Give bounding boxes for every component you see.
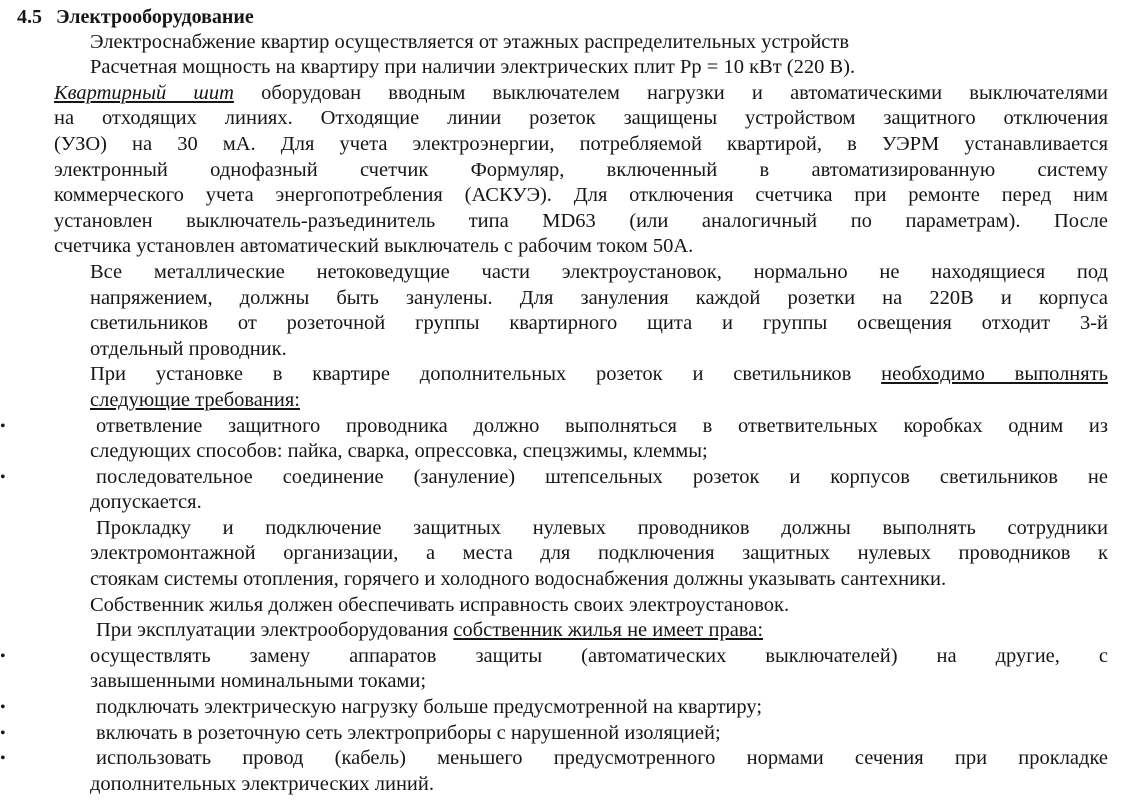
line-text: завышенными номинальными токами; [90,670,427,693]
line-text: использовать провод (кабель) меньшего предусмотренного нормами сечения при прокладке [96,747,1108,770]
text-line [54,209,1108,235]
text-line [54,618,1108,644]
line-text: дополнительных электрических линий. [90,772,434,795]
underlined-phrase: следующие требования: [90,388,300,411]
text-line [54,337,1108,363]
text-line [54,132,1108,158]
text-line [0,695,1108,721]
line-text: установлен выключатель-разъединитель типа MD63 (или аналогичный по параметрам). После [54,209,1108,232]
line-text: на отходящих линиях. Отходящие линии розеток защищены устройством защитного отключения [54,107,1108,130]
text-line [0,644,1108,670]
underlined-term: Квартирный шит [54,81,234,104]
text-line [54,183,1108,209]
text-line [54,81,1108,107]
bullet-marker: • [0,699,6,717]
line-text: следующих способов: пайка, сварка, опрессовка, спецзжимы, клеммы; [90,440,708,463]
line-text: осуществлять замену аппаратов защиты (автоматических выключателей) на другие, с [90,644,1108,667]
line-text: Собственник жилья должен обеспечивать исправность своих электроустановок. [90,593,790,616]
line-text: последовательное соединение (зануление) штепсельных розеток и корпусов светильников не [96,465,1108,488]
text-line [54,362,1108,388]
line-text: включать в розеточную сеть электроприборы с нарушенной изоляцией; [96,721,721,744]
bullet-marker: • [0,750,6,768]
text-line [54,30,1108,56]
line-text: коммерческого учета энергопотребления (АСКУЭ). Для отключения счетчика при ремонте перед ним [54,184,1108,207]
text-line [54,490,1108,516]
line-text: оборудован вводным выключателем нагрузки и автоматическими выключателями [233,81,1108,104]
line-text: При эксплуатации электрооборудования [96,619,454,642]
line-text: светильников от розеточной группы квартирного щита и группы освещения отходит 3-й [90,312,1108,335]
line-text: отдельный проводник. [90,337,287,360]
underlined-phrase: собственник жилья не имеет права: [453,619,764,642]
text-line [54,772,1108,798]
text-line [54,106,1108,132]
line-text: Прокладку и подключение защитных нулевых проводников должны выполнять сотрудники [96,516,1108,539]
text-line [0,465,1108,491]
text-line [54,234,1108,260]
bullet-marker: • [0,647,6,665]
text-line [54,311,1108,337]
bullet-marker: • [0,724,6,742]
line-text: электромонтажной организации, а места для подключения защитных нулевых проводников к [90,542,1108,565]
bullet-marker: • [0,417,6,435]
text-line [54,593,1108,619]
text-line [54,260,1108,286]
line-text: допускается. [90,491,202,514]
text-line [54,55,1108,81]
line-text: (УЗО) на 30 мА. Для учета электроэнергии, потребляемой квартирой, в УЭРМ устанавливается [54,132,1108,155]
line-text: электронный однофазный счетчик Формуляр, включенный в автоматизированную систему [54,158,1108,181]
line-text: Электроснабжение квартир осуществляется от этажных распределительных устройств [90,30,850,53]
line-text: Все металлические нетоковедущие части электроустановок, нормально не находящиеся под [90,260,1108,283]
line-text: подключать электрическую нагрузку больше предусмотренной на квартиру; [96,696,763,719]
line-text: счетчика установлен автоматический выключатель с рабочим током 50А. [54,235,694,258]
line-text: стоякам системы отопления, горячего и холодного водоснабжения должны указывать сантехники. [90,568,947,591]
text-line [54,158,1108,184]
line-text: напряжением, должны быть занулены. Для зануления каждой розетки на 220В и корпуса [90,286,1108,309]
text-line [54,541,1108,567]
line-text: При установке в квартире дополнительных розеток и светильников [90,363,882,386]
text-line [54,567,1108,593]
text-line [0,414,1108,440]
text-line [54,669,1108,695]
line-text: Расчетная мощность на квартиру при наличии электрических плит Рр = 10 кВт (220 В). [90,56,856,79]
section-title: Электрооборудование [56,6,254,28]
text-line [54,516,1108,542]
underlined-phrase: необходимо выполнять [881,363,1109,386]
text-line [54,388,1108,414]
section-number: 4.5 [17,6,42,28]
heading-spacer [54,4,1108,30]
text-line [54,439,1108,465]
line-text: ответвление защитного проводника должно выполняться в ответвительных коробках одним из [96,414,1108,437]
text-line [0,746,1108,772]
text-line [0,721,1108,747]
text-line [54,286,1108,312]
bullet-marker: • [0,468,6,486]
